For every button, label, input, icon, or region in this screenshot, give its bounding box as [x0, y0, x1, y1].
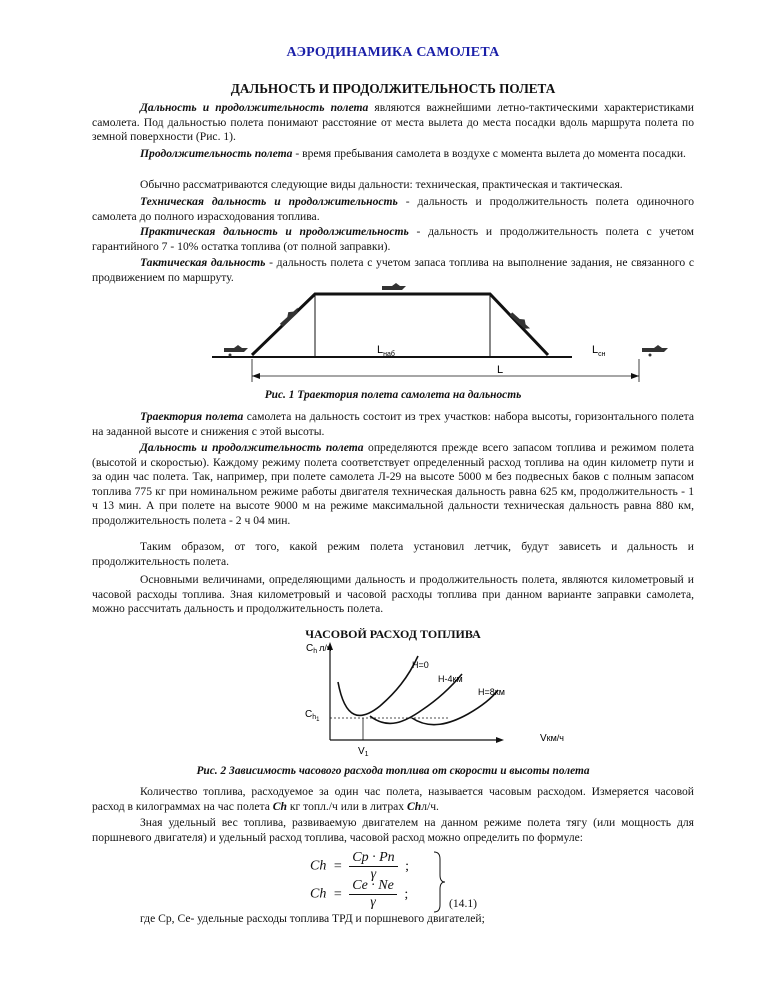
- separator: ;: [405, 858, 410, 874]
- curve-label-h4: H-4км: [438, 674, 463, 684]
- symbol: Ch: [272, 799, 287, 813]
- paragraph: [92, 540, 694, 569]
- paragraph: [92, 785, 694, 814]
- paragraph: [92, 912, 694, 927]
- formula-lhs: Ch: [310, 886, 327, 902]
- denominator: γ: [370, 867, 377, 882]
- paragraph: [92, 147, 694, 162]
- paragraph-text: кг топл./ч или в литрах: [286, 799, 408, 813]
- term: Дальность и продолжительность полета: [140, 101, 369, 114]
- numerator: Cp · Pn: [349, 850, 397, 867]
- paragraph-text: определяются прежде всего запасом топлива и режимом полета (высотой и скоростью). Каждому режиму полета соответствует определенный расход топлива на один километр пути и за один час полета. Так, например, при полете самолета Л-29 на высоте 5000 м без подвесных баков с полным запасом топлива 775 кг при номинальном режиме работы двигателя техническая дальность равна 625 км, продолжительность - 1 ч 13 мин. А при полете на высоте 9000 м на режиме максимальной дальности техническая дальность равна 880 км, продолжительность полета - 2 ч 04 мин.: [92, 441, 694, 527]
- paragraph-text: л/ч.: [421, 799, 439, 813]
- term: Тактическая дальность: [140, 256, 266, 269]
- paragraph-text: - дальность и продолжительность полета одиночного самолета до полного израсходования топлива.: [92, 195, 694, 223]
- paragraph: [92, 195, 694, 224]
- paragraph: [92, 256, 694, 285]
- curve-label-h8: H=8км: [478, 687, 505, 697]
- paragraph-text: Количество топлива, расходуемое за один час полета, называется часовым расходом. Измеряется часовой расход в килограммах на час полета: [92, 785, 694, 813]
- term: Техническая дальность и продолжительность: [140, 195, 398, 208]
- paragraph: [92, 441, 694, 529]
- paragraph-text: являются важнейшими летно-тактическими характеристиками самолета. Под дальностью полета понимают расстояние от места вылета до места посадки вдоль маршрута полета по земной поверхности (Рис. 1).: [92, 101, 694, 144]
- paragraph-text: самолета на дальность состоит из трех участков: набора высоты, горизонтального полета на заданной высоте и снижения с этой высоты.: [92, 410, 695, 438]
- trajectory-path: [252, 294, 548, 355]
- topic-heading: АЭРОДИНАМИКА САМОЛЕТА: [286, 45, 500, 60]
- equals-sign: =: [333, 886, 342, 902]
- paragraph-text: Зная удельный вес топлива, развиваемую двигателем на данном режиме полета тягу (или мощность для поршневого двигателя) и удельный расход топлива, часовой расход можно определить по формуле:: [92, 816, 694, 844]
- fuel-consumption-chart: [300, 638, 590, 760]
- aircraft-icon: [382, 283, 406, 290]
- flight-trajectory-diagram: [212, 282, 682, 384]
- brace-icon: [432, 851, 446, 913]
- v1-label: $V_1$: [358, 746, 369, 758]
- equals-sign: =: [333, 858, 342, 874]
- paragraph: [92, 816, 694, 845]
- term: Продолжительность полета: [140, 147, 293, 160]
- formula-number: (14.1): [449, 897, 478, 910]
- term: Траектория полета: [140, 410, 244, 423]
- denominator: γ: [370, 895, 376, 910]
- paragraph-text: где Ср, Се- удельные расходы топлива ТРД и поршневого двигателей;: [140, 912, 485, 925]
- paragraph: [92, 573, 694, 617]
- paragraph-text: - время пребывания самолета в воздухе с момента вылета до момента посадки.: [292, 147, 686, 160]
- paragraph: [92, 101, 694, 145]
- paragraph: [92, 225, 694, 254]
- term: Практическая дальность и продолжительность: [140, 225, 409, 238]
- curve-label-h0: H=0: [412, 660, 429, 670]
- paragraph-text: - дальность и продолжительность полета с учетом гарантийного 7 - 10% остатка топлива (от полной заправки).: [92, 225, 694, 253]
- symbol: Ch: [407, 799, 422, 813]
- subsection-title: ЧАСОВОЙ РАСХОД ТОПЛИВА: [305, 627, 481, 641]
- paragraph-text: - дальность полета с учетом запаса топлива на выполнение задания, не связанного с продвижением по маршруту.: [92, 256, 694, 284]
- curve-h0: [338, 656, 418, 715]
- aircraft-icon: [224, 345, 248, 357]
- section-title: ДАЛЬНОСТЬ И ПРОДОЛЖИТЕЛЬНОСТЬ ПОЛЕТА: [230, 81, 556, 96]
- paragraph: [92, 410, 694, 439]
- figure-caption: Рис. 1 Траектория полета самолета на дальность: [264, 389, 522, 401]
- numerator: Ce · Ne: [349, 878, 397, 895]
- aircraft-icon: [642, 345, 668, 357]
- term: Дальность и продолжительность полета: [140, 441, 364, 454]
- paragraph-text: Обычно рассматриваются следующие виды дальности: техническая, практическая и тактическая.: [140, 178, 623, 191]
- descent-distance-label: $L_{сн}$: [592, 344, 606, 358]
- formula-line-2: [310, 878, 408, 911]
- formula-lhs: Ch: [310, 858, 327, 874]
- ch1-label: $C_{h1}$: [305, 709, 320, 723]
- climb-distance-label: $L_{наб}$: [377, 344, 395, 358]
- fraction: [349, 878, 397, 911]
- aircraft-icon: [278, 305, 301, 326]
- total-distance-label: L: [497, 364, 504, 376]
- paragraph-text: Основными величинами, определяющими дальность и продолжительность полета, являются километровый и часовой расходы топлива. Зная километровый и часовой расходы топлива при данном варианте заправки самолета, можно рассчитать дальность и продолжительность полета.: [92, 573, 694, 616]
- figure-caption: Рис. 2 Зависимость часового расхода топлива от скорости и высоты полета: [196, 765, 590, 777]
- y-axis-label: $C_h$ л/ч: [306, 643, 332, 655]
- paragraph-text: Таким образом, от того, какой режим полета установил летчик, будут зависеть и дальность и продолжительность полета.: [92, 540, 694, 568]
- separator: ;: [404, 886, 409, 902]
- paragraph: [92, 178, 694, 193]
- x-axis-label: Vкм/ч: [540, 733, 564, 744]
